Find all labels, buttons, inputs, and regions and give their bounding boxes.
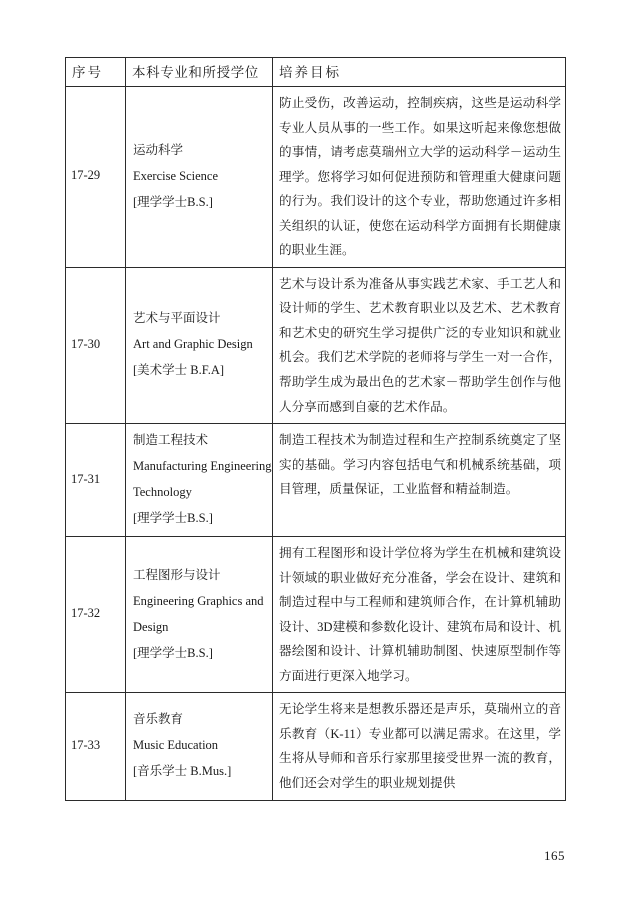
table-row [66, 424, 566, 537]
major-line: 制造工程技术 [133, 433, 209, 448]
column-header-sequence-number: 序号 [66, 58, 126, 87]
major-line: 音乐教育 [133, 712, 184, 727]
row-sequence-number: 17-29 [66, 87, 126, 268]
major-line: [美术学士 B.F.A] [133, 363, 225, 378]
row-training-objective: 防止受伤，改善运动，控制疾病，这些是运动科学专业人员从事的一些工作。如果这听起来像您想做的事情，请考虑莫瑞州立大学的运动科学－运动生理学。您将学习如何促进预防和管理重大健康问题的行为。我们设计的这个专业，帮助您通过许多相关组织的认证，使您在运动科学方面拥有长期健康的职业生涯。 [273, 87, 566, 268]
row-major-and-degree [126, 267, 273, 423]
major-line: Music Education [133, 738, 219, 753]
row-major-and-degree [126, 87, 273, 268]
major-line: Engineering Graphics and [133, 593, 264, 608]
major-line: [音乐学士 B.Mus.] [133, 764, 232, 779]
major-line: [理学学士B.S.] [133, 645, 213, 660]
major-line: Exercise Science [133, 168, 219, 183]
major-line: Design [133, 619, 169, 634]
row-sequence-number: 17-30 [66, 267, 126, 423]
row-major-and-degree [126, 424, 273, 537]
row-training-objective: 拥有工程图形和设计学位将为学生在机械和建筑设计领域的职业做好充分准备，学会在设计、建筑和制造过程中与工程师和建筑师合作，在计算机辅助设计、3D建模和参数化设计、建筑布局和设计、机器绘图和设计、计算机辅助制图、快速原型制作等方面进行更深入地学习。 [273, 537, 566, 693]
table-row [66, 537, 566, 693]
major-line: 工程图形与设计 [133, 567, 221, 582]
row-sequence-number: 17-31 [66, 424, 126, 537]
column-header-major-and-degree: 本科专业和所授学位 [126, 58, 273, 87]
table-header [66, 58, 566, 87]
row-major-and-degree [126, 693, 273, 800]
major-line: Art and Graphic Design [133, 337, 253, 352]
row-training-objective: 艺术与设计系为准备从事实践艺术家、手工艺人和设计师的学生、艺术教育职业以及艺术、艺术教育和艺术史的研究生学习提供广泛的专业知识和就业机会。我们艺术学院的老师将与学生一对一合作，帮助学生成为最出色的艺术家－帮助学生创作与他人分享而感到自豪的艺术作品。 [273, 267, 566, 423]
table-row [66, 87, 566, 268]
table-body [66, 87, 566, 801]
column-header-training-objective: 培养目标 [273, 58, 566, 87]
programs-table [65, 57, 566, 801]
table-row [66, 693, 566, 800]
major-line: [理学学士B.S.] [133, 511, 213, 526]
table-header-row [66, 58, 566, 87]
row-sequence-number: 17-33 [66, 693, 126, 800]
row-major-and-degree [126, 537, 273, 693]
row-training-objective: 制造工程技术为制造过程和生产控制系统奠定了坚实的基础。学习内容包括电气和机械系统基础，项目管理，质量保证，工业监督和精益制造。 [273, 424, 566, 537]
major-line: 艺术与平面设计 [133, 311, 221, 326]
table-row [66, 267, 566, 423]
major-line: 运动科学 [133, 142, 184, 157]
row-sequence-number: 17-32 [66, 537, 126, 693]
major-line: Manufacturing Engineering [133, 459, 272, 474]
page-number: 165 [544, 848, 565, 863]
major-line: [理学学士B.S.] [133, 194, 213, 209]
major-line: Technology [133, 485, 192, 500]
row-training-objective: 无论学生将来是想教乐器还是声乐，莫瑞州立的音乐教育（K-11）专业都可以满足需求。在这里，学生将从导师和音乐行家那里接受世界一流的教育，他们还会对学生的职业规划提供 [273, 693, 566, 800]
